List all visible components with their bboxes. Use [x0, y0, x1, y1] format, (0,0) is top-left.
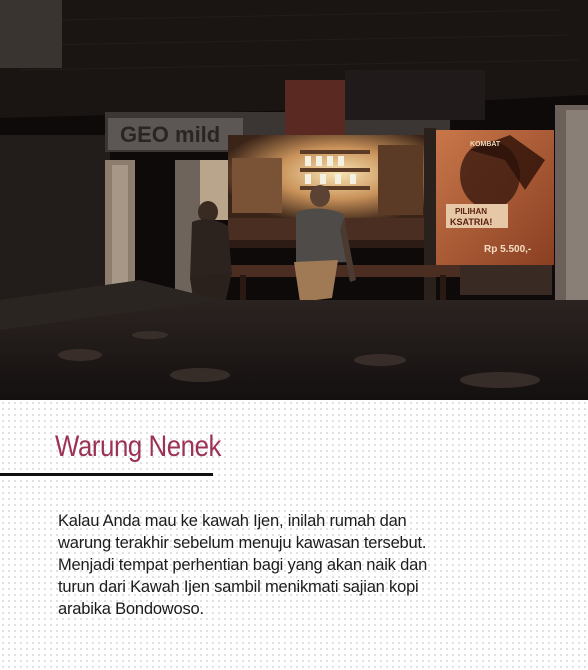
body-line: warung terakhir sebelum menuju kawasan tersebut. — [58, 534, 427, 552]
body-line: Menjadi tempat perhentian bagi yang akan naik dan — [58, 556, 428, 574]
article-body — [58, 510, 528, 620]
poster-top: KOMBAT — [470, 141, 501, 148]
title-underline — [0, 473, 213, 476]
body-line: arabika Bondowoso. — [58, 600, 204, 618]
body-line: turun dari Kawah Ijen sambil menikmati sajian kopi — [58, 578, 419, 596]
article-panel — [0, 400, 588, 670]
article-title: Warung Nenek — [55, 430, 221, 463]
poster-price: Rp 5.500,- — [484, 244, 532, 255]
brand-banner-text: GEO mild — [120, 122, 221, 147]
poster-line2: KSATRIA! — [450, 217, 493, 227]
poster-line1: PILIHAN — [455, 207, 487, 216]
body-line: Kalau Anda mau ke kawah Ijen, inilah rumah dan — [58, 512, 407, 530]
